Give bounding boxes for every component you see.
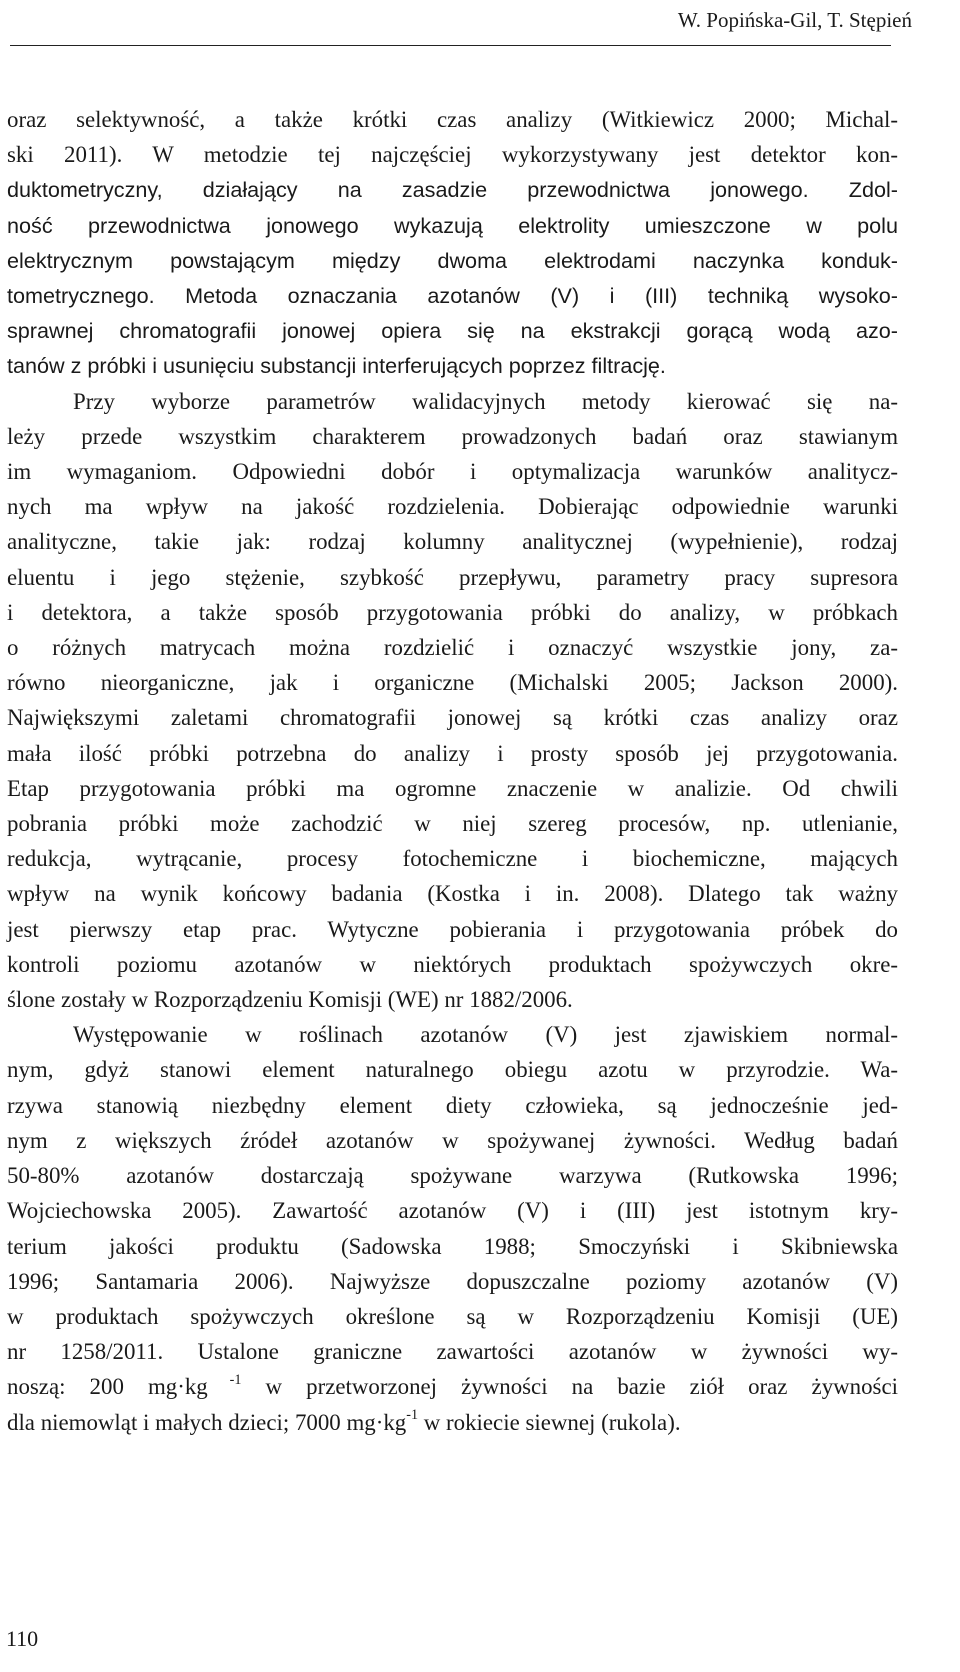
text-line: ność przewodnictwa jonowego wykazują elektrolity umieszczone w polu bbox=[7, 212, 898, 238]
text-line: tanów z próbki i usunięciu substancji interferujących poprzez filtrację. bbox=[7, 353, 666, 379]
text-line: dla niemowląt i małych dzieci; 7000 $mg\cdot kg^{-1}$ w rokiecie siewnej (rukola). bbox=[7, 1406, 681, 1435]
text-line: Największymi zaletami chromatografii jonowej są krótki czas analizy oraz bbox=[7, 705, 898, 731]
text-line: nr 1258/2011. Ustalone graniczne zawartości azotanów w żywności wy- bbox=[7, 1339, 898, 1365]
text-line: i detektora, a także sposób przygotowania próbki do analizy, w próbkach bbox=[7, 599, 898, 625]
text-line: pobrania próbki może zachodzić w niej szereg procesów, np. utlenianie, bbox=[7, 811, 898, 837]
text-line: nym z większych źródeł azotanów w spożywanej żywności. Według badań bbox=[7, 1127, 898, 1153]
text-line: Przy wyborze parametrów walidacyjnych metody kierować się na- bbox=[73, 388, 898, 414]
text-line: sprawnej chromatografii jonowej opiera się na ekstrakcji gorącą wodą azo- bbox=[7, 318, 898, 344]
text-line: ski 2011). W metodzie tej najczęściej wykorzystywany jest detektor kon- bbox=[7, 142, 898, 168]
text-line: duktometryczny, działający na zasadzie przewodnictwa jonowego. Zdol- bbox=[7, 177, 898, 203]
running-header: W. Popińska-Gil, T. Stępień bbox=[677, 8, 912, 32]
text-line: 1996; Santamaria 2006). Najwyższe dopuszczalne poziomy azotanów (V) bbox=[7, 1268, 898, 1294]
text-line: równo nieorganiczne, jak i organiczne (Michalski 2005; Jackson 2000). bbox=[7, 670, 898, 696]
text-line: analityczne, takie jak: rodzaj kolumny analitycznej (wypełnienie), rodzaj bbox=[7, 529, 898, 555]
text-line: nym, gdyż stanowi element naturalnego obiegu azotu w przyrodzie. Wa- bbox=[7, 1057, 898, 1083]
page-number: 110 bbox=[6, 1626, 39, 1651]
text-line: terium jakości produktu (Sadowska 1988; Smoczyński i Skibniewska bbox=[7, 1233, 898, 1259]
text-line: Występowanie w roślinach azotanów (V) jest zjawiskiem normal- bbox=[73, 1022, 898, 1048]
text-line: o różnych matrycach można rozdzielić i oznaczyć wszystkie jony, za- bbox=[7, 635, 898, 661]
text-line: jest pierwszy etap prac. Wytyczne pobierania i przygotowania próbek do bbox=[7, 916, 898, 942]
text-line: kontroli poziomu azotanów w niektórych produktach spożywczych okre- bbox=[7, 951, 898, 977]
body-text bbox=[7, 102, 898, 1440]
text-line: tometrycznego. Metoda oznaczania azotanów (V) i (III) techniką wysoko- bbox=[7, 283, 898, 309]
text-line: 50-80% azotanów dostarczają spożywane warzywa (Rutkowska 1996; bbox=[7, 1163, 898, 1189]
text-line: Etap przygotowania próbki ma ogromne znaczenie w analizie. Od chwili bbox=[7, 775, 898, 801]
superscript: -1 bbox=[207, 1371, 242, 1388]
text-line: eluentu i jego stężenie, szybkość przepływu, parametry pracy supresora bbox=[7, 564, 898, 590]
text-line: noszą: 200 mg·kg $^{-1}$ w przetworzonej żywności na bazie ziół oraz żywności bbox=[7, 1371, 898, 1400]
text-line: w produktach spożywczych określone są w Rozporządzeniu Komisji (UE) bbox=[7, 1303, 898, 1329]
superscript: -1 bbox=[406, 1406, 419, 1423]
text-line: leży przede wszystkim charakterem prowadzonych badań oraz stawianym bbox=[7, 423, 898, 449]
text-line: elektrycznym powstającym między dwoma elektrodami naczynka konduk- bbox=[7, 247, 898, 273]
text-line: nych ma wpływ na jakość rozdzielenia. Dobierając odpowiednie warunki bbox=[7, 494, 898, 520]
text-line: wpływ na wynik końcowy badania (Kostka i in. 2008). Dlatego tak ważny bbox=[7, 881, 898, 907]
header-rule bbox=[10, 45, 891, 46]
text-line: redukcja, wytrącanie, procesy fotochemiczne i biochemiczne, mających bbox=[7, 846, 898, 872]
text-line: oraz selektywność, a także krótki czas analizy (Witkiewicz 2000; Michal- bbox=[7, 107, 898, 132]
text-line: ślone zostały w Rozporządzeniu Komisji (WE) nr 1882/2006. bbox=[7, 987, 573, 1013]
text-line: Wojciechowska 2005). Zawartość azotanów (V) i (III) jest istotnym kry- bbox=[7, 1198, 898, 1224]
text-line: mała ilość próbki potrzebna do analizy i prosty sposób jej przygotowania. bbox=[7, 740, 898, 766]
text-line: im wymaganiom. Odpowiedni dobór i optymalizacja warunków analitycz- bbox=[7, 459, 898, 485]
text-line: rzywa stanowią niezbędny element diety człowieka, są jednocześnie jed- bbox=[7, 1092, 898, 1118]
